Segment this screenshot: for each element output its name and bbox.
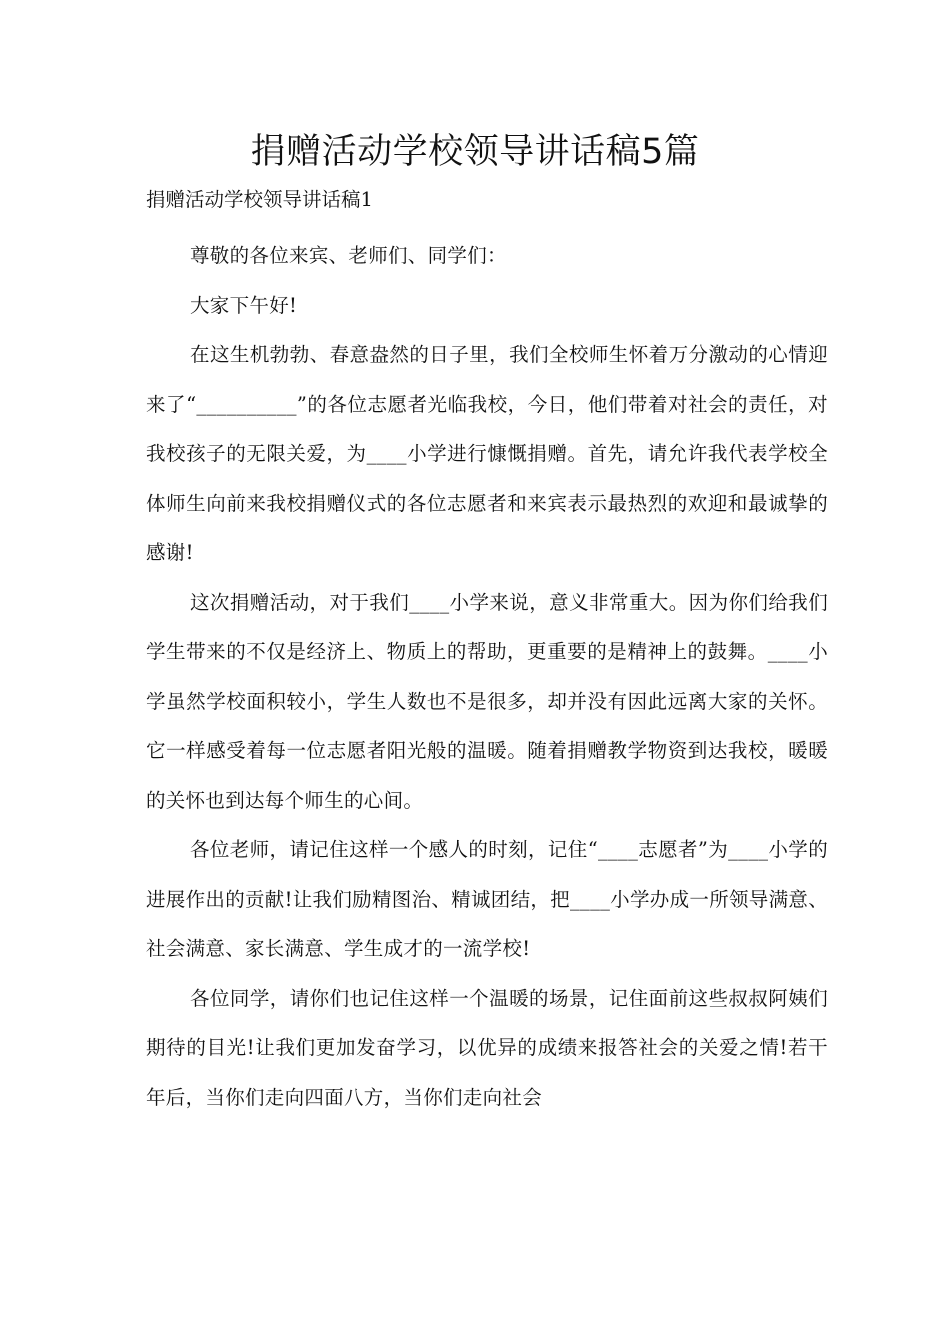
document-body [146, 231, 828, 1122]
body-paragraph: 这次捐赠活动，对于我们____小学来说，意义非常重大。因为你们给我们学生带来的不仅是经济上、物质上的帮助，更重要的是精神上的鼓舞。____小学虽然学校面积较小，学生人数也不是很多，却并没有因此远离大家的关怀。它一样感受着每一位志愿者阳光般的温暖。随着捐赠教学物资到达我校，暖暖的关怀也到达每个师生的心间。 [146, 590, 828, 812]
document-title: 捐赠活动学校领导讲话稿5篇 [250, 132, 700, 172]
body-paragraph: 各位老师，请记住这样一个感人的时刻，记住“____志愿者”为____小学的进展作出的贡献!让我们励精图治、精诚团结，把____小学办成一所领导满意、社会满意、家长满意、学生成才的一流学校! [146, 838, 828, 960]
greeting-paragraph: 大家下午好! [190, 293, 298, 317]
section-heading: 捐赠活动学校领导讲话稿1 [146, 188, 373, 211]
salutation-paragraph: 尊敬的各位来宾、老师们、同学们： [190, 244, 507, 267]
body-paragraph: 在这生机勃勃、春意盎然的日子里，我们全校师生怀着万分激动的心情迎来了“__________”的各位志愿者光临我校，今日，他们带着对社会的责任，对我校孩子的无限关爱，为____小学进行慷慨捐赠。首先，请允许我代表学校全体师生向前来我校捐赠仪式的各位志愿者和来宾表示最热烈的欢迎和最诚挚的感谢! [146, 343, 828, 564]
body-paragraph: 各位同学，请你们也记住这样一个温暖的场景，记住面前这些叔叔阿姨们期待的目光!让我们更加发奋学习，以优异的成绩来报答社会的关爱之情!若干年后，当你们走向四面八方，当你们走向社会 [146, 986, 828, 1109]
